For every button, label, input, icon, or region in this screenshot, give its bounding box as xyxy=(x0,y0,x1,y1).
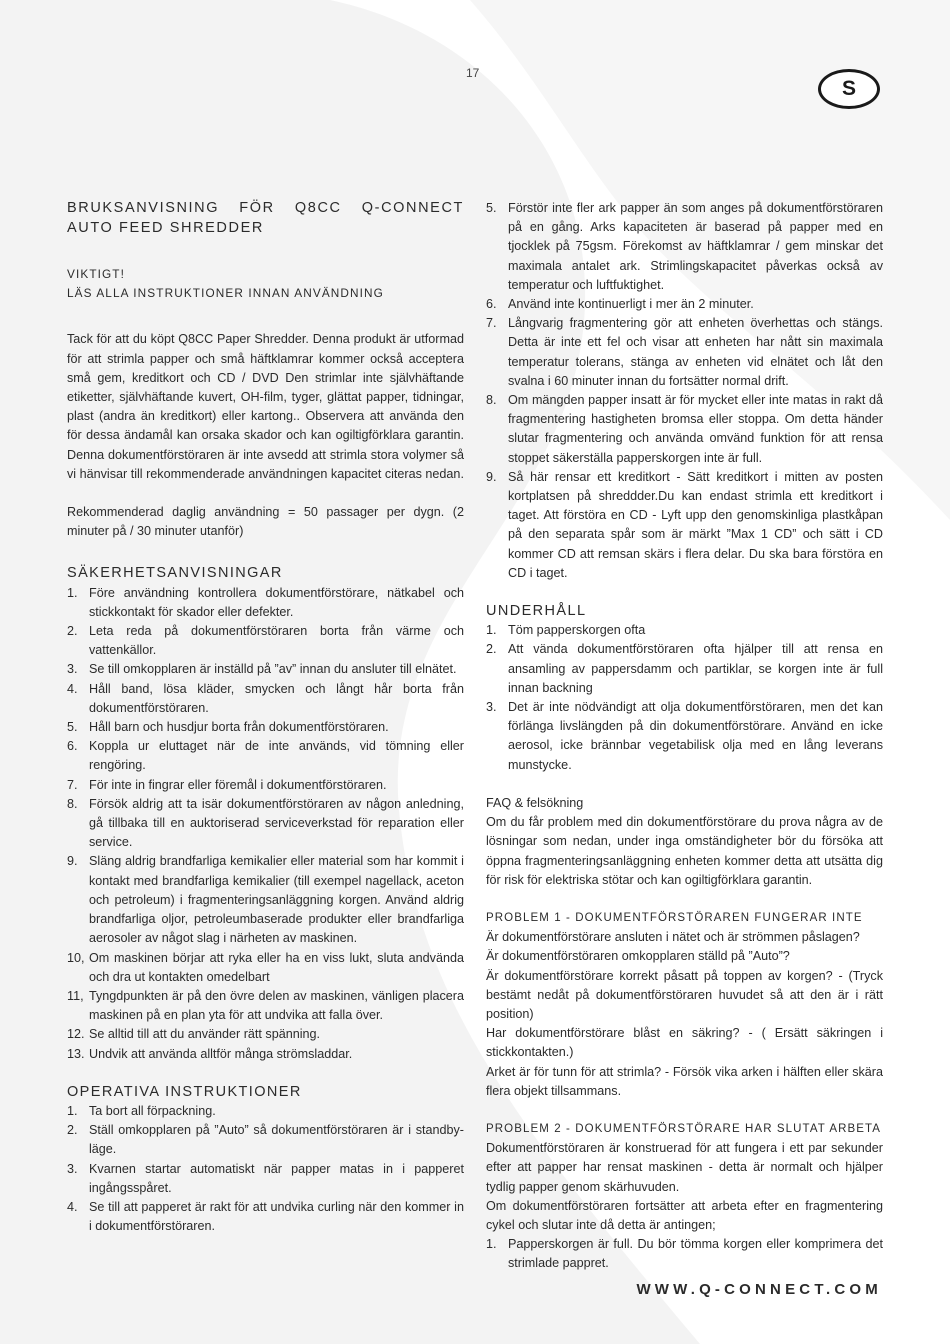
list-item xyxy=(67,949,464,987)
list-number: 8. xyxy=(67,796,78,811)
list-item xyxy=(486,314,883,391)
safety-list xyxy=(67,584,464,1064)
list-item xyxy=(67,1160,464,1198)
list-number: 2. xyxy=(67,1123,78,1138)
list-number: 1. xyxy=(486,623,497,638)
list-text: Försök aldrig att ta isär dokumentförstöraren av någon anledning, gå tillbaka till en auktoriserad serviceverkstad för reparation eller service. xyxy=(89,796,464,850)
list-number: 6. xyxy=(67,739,78,754)
list-item xyxy=(486,391,883,468)
problem-2-list xyxy=(486,1235,883,1273)
list-text: Tyngdpunkten är på den övre delen av maskinen, vänligen placera maskinen på en plan yta för att undvika att falla över. xyxy=(89,988,464,1023)
right-column xyxy=(486,199,883,1274)
list-text: Att vända dokumentförstöraren ofta hjälper till att rensa en ansamling av pappersdamm och partiklar, se korgen inte är full innan backning xyxy=(508,642,883,695)
list-item xyxy=(67,987,464,1025)
list-item xyxy=(67,680,464,718)
problem-1-heading: PROBLEM 1 - DOKUMENTFÖRSTÖRAREN FUNGERAR INTE xyxy=(486,911,863,924)
list-number: 7. xyxy=(67,777,78,792)
list-item xyxy=(67,1198,464,1236)
list-item xyxy=(67,1121,464,1159)
list-text: Håll band, lösa kläder, smycken och långt hår borta från dokumentförstöraren. xyxy=(89,681,464,715)
important-label: VIKTIGT! xyxy=(67,267,125,281)
safety-heading: SÄKERHETSANVISNINGAR xyxy=(67,565,283,582)
list-item xyxy=(67,1025,464,1044)
list-number: 9. xyxy=(486,469,497,484)
problem-1-line: Arket är för tunn för att strimla? - Försök vika arken i hälften eller skära flera objekt tillsammans. xyxy=(486,1064,883,1098)
list-text: Koppla ur eluttaget när de inte används, vid tömning eller rengöring. xyxy=(89,739,464,773)
list-number: 1. xyxy=(67,585,78,600)
list-number: 3. xyxy=(486,700,497,715)
list-text: Så här rensar ett kreditkort - Sätt kreditkort i mitten av posten kortplatsen på shreddder.Du kan endast strimla ett kreditkort i taget. Att förstöra en CD - Lyft upp den genomskinliga plastkåpan på den separata spår som är märkt ”Max 1 CD” och sätt i CD kommer CD att remsan skärs i flera delar. Du ska bara förstöra en CD i taget. xyxy=(508,469,883,580)
list-item xyxy=(67,622,464,660)
list-number: 2. xyxy=(67,624,78,639)
list-text: Om maskinen börjar att ryka eller ha en viss lukt, sluta andvända och dra ut kontakten omedelbart xyxy=(89,950,464,984)
problem-2-heading: PROBLEM 2 - DOKUMENTFÖRSTÖRARE HAR SLUTAT ARBETA xyxy=(486,1122,882,1135)
list-text: Undvik att använda alltför många strömsladdar. xyxy=(89,1046,353,1061)
list-item xyxy=(486,698,883,775)
list-text: Långvarig fragmentering gör att enheten överhettas och stängs. Detta är inte ett fel och visar att enheten har nått sin maximala temperatur tolerans, stänga av enheten vid elnätet och låt den svalna i 60 minuter innan du fortsätter normal drift. xyxy=(508,316,883,388)
list-number: 10, xyxy=(67,950,85,965)
list-text: Håll barn och husdjur borta från dokumentförstöraren. xyxy=(89,720,389,735)
list-item xyxy=(486,640,883,698)
list-text: Se till omkopplaren är inställd på ”av” innan du ansluter till elnätet. xyxy=(89,662,457,677)
list-text: Töm papperskorgen ofta xyxy=(508,623,646,638)
list-text: Förstör inte fler ark papper än som anges på dokumentförstöraren på en gång. Arks kapaciteten är baserad på papper med en tjocklek på 75gsm. Förekomst av häftklamrar / gem minskar det maximala antalet ark. Strimlingskapacitet påverkas också av temperatur och luftfuktighet. xyxy=(508,201,883,292)
list-number: 1. xyxy=(67,1103,78,1118)
list-number: 6. xyxy=(486,297,497,312)
title-line-2: AUTO FEED SHREDDER xyxy=(67,219,264,236)
recommended-usage: Rekommenderad daglig användning = 50 passager per dygn. (2 minuter på / 30 minuter utanför) xyxy=(67,505,464,539)
list-item xyxy=(486,621,883,640)
list-item xyxy=(67,1102,464,1121)
list-number: 7. xyxy=(486,316,497,331)
list-item xyxy=(486,468,883,583)
list-text: För inte in fingrar eller föremål i dokumentförstöraren. xyxy=(89,777,387,792)
list-item xyxy=(486,199,883,295)
list-number: 2. xyxy=(486,642,497,657)
problem-1-line: Är dokumentförstöraren omkopplaren ställd på ”Auto”? xyxy=(486,949,790,964)
list-text: Leta reda på dokumentförstöraren borta från värme och vattenkällor. xyxy=(89,624,464,658)
operating-heading: OPERATIVA INSTRUKTIONER xyxy=(67,1083,302,1100)
problem-2-line: Dokumentförstöraren är konstruerad för att fungera i ett par sekunder efter att papper har rensat maskinen - detta är normalt och hjälper tydlig papper genom skärhuvuden. xyxy=(486,1141,883,1194)
intro-paragraph: Tack för att du köpt Q8CC Paper Shredder. Denna produkt är utformad för att strimla papper och små häftklamrar kommer också acceptera små gem, kreditkort och CD / DVD Den strimlar inte självhäftande etiketter, självhäftande kuvert, OH-film, tyger, glättat papper, tidningar, plast (andra än kreditkort) eller kartong.. Observera att använda den för dessa ändamål kan orsaka skador och kan ogiltigförklara garantin. Denna dokumentförstöraren är inte avsedd att strimla stora volymer så vi hänvisar till rekommenderade användningen kapacitet citeras nedan. xyxy=(67,332,464,481)
list-number: 4. xyxy=(67,1199,78,1214)
list-text: Om mängden papper insatt är för mycket eller inte matas in rakt då fragmentering hastigheten bromsa eller stoppa. Om detta händer slutar fragmentering och använda omvänd funktion för att rensa stoppet säkerställa papperskorgen inte är full. xyxy=(508,393,883,465)
list-number: 11, xyxy=(67,988,84,1003)
footer-website: WWW.Q-CONNECT.COM xyxy=(636,1281,882,1298)
list-text: Före användning kontrollera dokumentförstörare, nätkabel och stickkontakt för skador eller defekter. xyxy=(89,585,464,619)
list-item xyxy=(486,295,883,314)
list-number: 8. xyxy=(486,393,497,408)
list-number: 5. xyxy=(67,720,78,735)
list-number: 5. xyxy=(486,201,497,215)
list-item xyxy=(67,584,464,622)
list-number: 3. xyxy=(67,1161,78,1176)
list-text: Ta bort all förpackning. xyxy=(89,1103,216,1118)
list-item xyxy=(67,1045,464,1064)
language-badge: S xyxy=(818,69,880,109)
list-number: 3. xyxy=(67,662,78,677)
list-item xyxy=(486,1235,883,1273)
problem-2-line: Om dokumentförstöraren fortsätter att arbeta efter en fragmentering cykel och slutar inte då detta är antingen; xyxy=(486,1198,883,1232)
operating-list-continued xyxy=(486,199,883,583)
list-text: Använd inte kontinuerligt i mer än 2 minuter. xyxy=(508,297,754,312)
problem-1-line: Är dokumentförstörare korrekt påsatt på toppen av korgen? - (Tryck bestämt nedåt på dokumentförstöraren huvudet så att den är i rätt position) xyxy=(486,968,883,1021)
operating-list xyxy=(67,1102,464,1236)
list-text: Det är inte nödvändigt att olja dokumentförstöraren, men det kan förlänga livslängden på din dokumentförstörare. Använd en icke aerosol, icke brännbar vegetabilisk olja med en lång leverans munstycke. xyxy=(508,700,883,772)
list-number: 4. xyxy=(67,681,78,696)
faq-intro: Om du får problem med din dokumentförstörare du prova några av de lösningar som nedan, under inga omständigheter bör du försöka att öppna fragmenteringsanläggning enheten kommer detta att utsätta dig för risk för elektriska stötar och kan ogiltigförklara garantin. xyxy=(486,815,883,887)
maintenance-list xyxy=(486,621,883,775)
list-number: 13. xyxy=(67,1046,85,1061)
left-column xyxy=(67,199,464,1236)
list-text: Ställ omkopplaren på ”Auto” så dokumentförstöraren är i standby-läge. xyxy=(89,1123,464,1157)
list-item xyxy=(67,737,464,775)
list-item xyxy=(67,795,464,853)
list-text: Se till att papperet är rakt för att undvika curling när den kommer in i dokumentförstöraren. xyxy=(89,1199,464,1234)
list-number: 12. xyxy=(67,1027,85,1042)
document-title xyxy=(67,199,464,238)
list-text: Släng aldrig brandfarliga kemikalier eller material som har kommit i kontakt med brandfarliga kemikalier (till exempel nagellack, aceton och petroleum) i fragmenteringsanläggning korgen. Använd aldrig brandfarliga oljor, petroleumbaserade produkter eller brandfarliga aerosoler av något slag i närheten av maskinen. xyxy=(89,854,464,946)
list-item xyxy=(67,660,464,679)
list-item xyxy=(67,852,464,948)
page-number: 17 xyxy=(466,66,480,80)
list-item xyxy=(67,718,464,737)
title-line-1: BRUKSANVISNING FÖR Q8CC Q-CONNECT xyxy=(67,200,464,216)
list-text: Kvarnen startar automatiskt när papper matas in i papperet ingångsspåret. xyxy=(89,1161,464,1195)
problem-1-line: Har dokumentförstörare blåst en säkring? - ( Ersätt säkringen i stickkontakten.) xyxy=(486,1026,883,1060)
maintenance-heading: UNDERHÅLL xyxy=(486,603,587,620)
problem-1-line: Är dokumentförstörare ansluten i nätet och är strömmen påslagen? xyxy=(486,930,860,945)
read-all-notice: LÄS ALLA INSTRUKTIONER INNAN ANVÄNDNING xyxy=(67,286,384,301)
list-item xyxy=(67,776,464,795)
list-text: Papperskorgen är full. Du bör tömma korgen eller komprimera det strimlade pappret. xyxy=(508,1237,883,1271)
list-number: 1. xyxy=(486,1237,497,1252)
list-text: Se alltid till att du använder rätt spänning. xyxy=(89,1027,321,1042)
list-number: 9. xyxy=(67,854,78,869)
faq-heading: FAQ & felsökning xyxy=(486,795,584,810)
